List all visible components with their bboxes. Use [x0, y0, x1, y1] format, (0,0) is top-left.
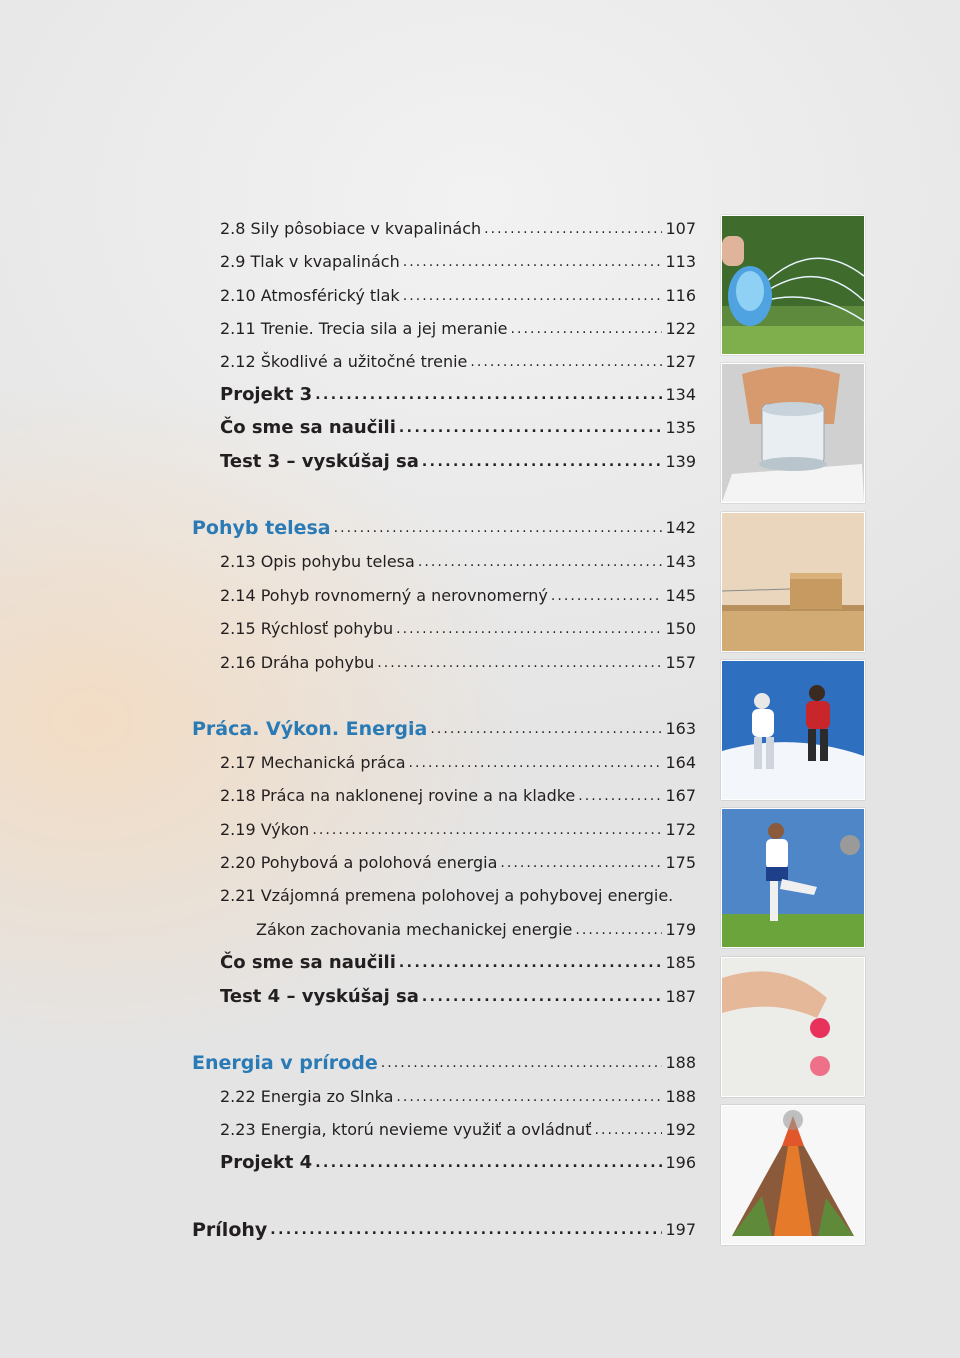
toc-dot-leader	[396, 1087, 662, 1107]
toc-dot-leader	[312, 820, 662, 840]
toc-entry-title: Čo sme sa naučili	[220, 417, 396, 438]
toc-entry-page: 197	[665, 1220, 696, 1239]
toc-entry-title: 2.14 Pohyb rovnomerný a nerovnomerný	[220, 586, 548, 605]
toc-dot-leader	[422, 452, 663, 472]
photo-water-bottle	[721, 215, 865, 355]
toc-entry-test-4[interactable]	[220, 977, 696, 1007]
toc-entry-2-21-continued[interactable]	[256, 910, 696, 940]
toc-dot-leader	[575, 920, 662, 940]
toc-entry-title: 2.12 Škodlivé a užitočné trenie	[220, 352, 468, 371]
toc-entry-title: 2.11 Trenie. Trecia sila a jej meranie	[220, 319, 508, 338]
toc-entry-co-sme-sa-naucili-4[interactable]	[220, 943, 696, 973]
toc-entry-title: Energia v prírode	[192, 1052, 378, 1074]
toc-entry-title: 2.8 Sily pôsobiace v kvapalinách	[220, 219, 482, 238]
photo-wooden-block	[721, 512, 865, 652]
toc-entry-page: 175	[665, 853, 696, 872]
toc-entry-title: Test 3 – vyskúšaj sa	[220, 451, 419, 472]
toc-entry-title: Test 4 – vyskúšaj sa	[220, 986, 419, 1007]
toc-entry-2-9[interactable]	[220, 242, 696, 272]
toc-dot-leader	[430, 719, 662, 739]
toc-dot-leader	[578, 786, 662, 806]
toc-dot-leader	[409, 753, 663, 773]
toc-entry-2-23[interactable]	[220, 1110, 696, 1140]
toc-entry-2-17[interactable]	[220, 743, 696, 773]
toc-entry-page: 145	[665, 586, 696, 605]
toc-entry-page: 134	[665, 385, 696, 404]
toc-entry-title: Prílohy	[192, 1219, 268, 1241]
toc-dot-leader	[396, 619, 662, 639]
toc-entry-2-14[interactable]	[220, 576, 696, 606]
toc-entry-title: 2.20 Pohybová a polohová energia	[220, 853, 498, 872]
toc-entry-page: 188	[665, 1087, 696, 1106]
toc-dot-leader	[399, 418, 663, 438]
toc-entry-2-16[interactable]	[220, 643, 696, 673]
toc-entry-2-13[interactable]	[220, 542, 696, 572]
toc-entry-page: 188	[665, 1053, 696, 1072]
photo-hand-dropping-ball	[721, 957, 865, 1097]
toc-entry-title: Projekt 4	[220, 1152, 313, 1173]
toc-entry-page: 185	[665, 953, 696, 972]
toc-dot-leader	[418, 552, 663, 572]
toc-dot-leader	[381, 1053, 663, 1073]
toc-entry-page: 167	[665, 786, 696, 805]
toc-entry-2-15[interactable]	[220, 609, 696, 639]
toc-entry-page: 163	[665, 719, 696, 738]
toc-entry-2-20[interactable]	[220, 843, 696, 873]
toc-entry-page: 122	[665, 319, 696, 338]
toc-entry-title: 2.15 Rýchlosť pohybu	[220, 619, 394, 638]
toc-entry-title: Projekt 3	[220, 384, 313, 405]
toc-chapter-prilohy[interactable]	[192, 1210, 696, 1240]
toc-entry-test-3[interactable]	[220, 442, 696, 472]
toc-dot-leader	[403, 286, 663, 306]
toc-entry-2-21[interactable]	[220, 876, 696, 906]
toc-entry-2-19[interactable]	[220, 810, 696, 840]
toc-entry-title: Zákon zachovania mechanickej energie	[256, 920, 573, 939]
toc-entry-page: 150	[665, 619, 696, 638]
toc-entry-page: 139	[665, 452, 696, 471]
toc-entry-2-11[interactable]	[220, 309, 696, 339]
toc-entry-page: 142	[665, 518, 696, 537]
toc-entry-page: 164	[665, 753, 696, 772]
toc-entry-page: 172	[665, 820, 696, 839]
toc-entry-2-12[interactable]	[220, 342, 696, 372]
toc-entry-title: 2.13 Opis pohybu telesa	[220, 552, 415, 571]
toc-entry-page: 143	[665, 552, 696, 571]
toc-entry-title: 2.23 Energia, ktorú nevieme využiť a ovládnuť	[220, 1120, 592, 1139]
toc-chapter-praca-vykon-energia[interactable]	[192, 709, 696, 739]
photo-glass-in-hand	[721, 363, 865, 503]
toc-entry-title: 2.10 Atmosférický tlak	[220, 286, 400, 305]
toc-entry-title: 2.19 Výkon	[220, 820, 310, 839]
toc-entry-title: Práca. Výkon. Energia	[192, 718, 428, 740]
toc-entry-2-18[interactable]	[220, 776, 696, 806]
toc-entry-page: 187	[665, 987, 696, 1006]
toc-entry-2-10[interactable]	[220, 276, 696, 306]
toc-entry-title: 2.18 Práca na naklonenej rovine a na kladke	[220, 786, 576, 805]
toc-entry-title: 2.21 Vzájomná premena polohovej a pohybovej energie.	[220, 886, 674, 905]
toc-dot-leader	[334, 518, 663, 538]
toc-entry-title: 2.16 Dráha pohybu	[220, 653, 375, 672]
toc-entry-title: 2.9 Tlak v kvapalinách	[220, 252, 400, 271]
toc-dot-leader	[551, 586, 663, 606]
toc-entry-title: 2.22 Energia zo Slnka	[220, 1087, 394, 1106]
toc-entry-page: 107	[665, 219, 696, 238]
toc-entry-2-8[interactable]	[220, 209, 696, 239]
toc-chapter-energia-v-prirode[interactable]	[192, 1043, 696, 1073]
toc-entry-2-22[interactable]	[220, 1077, 696, 1107]
toc-dot-leader	[403, 252, 663, 272]
toc-entry-page: 179	[665, 920, 696, 939]
toc-entry-page: 127	[665, 352, 696, 371]
photo-football-player	[721, 808, 865, 948]
toc-entry-projekt-3[interactable]	[220, 375, 696, 405]
toc-entry-title: Pohyb telesa	[192, 517, 331, 539]
toc-entry-page: 116	[665, 286, 696, 305]
toc-dot-leader	[315, 385, 662, 405]
toc-entry-page: 135	[665, 418, 696, 437]
toc-chapter-pohyb-telesa[interactable]	[192, 508, 696, 538]
toc-entry-page: 192	[665, 1120, 696, 1139]
toc-dot-leader	[511, 319, 663, 339]
toc-dot-leader	[594, 1120, 662, 1140]
toc-entry-title: 2.17 Mechanická práca	[220, 753, 406, 772]
toc-dot-leader	[270, 1220, 662, 1240]
toc-entry-co-sme-sa-naucili-3[interactable]	[220, 408, 696, 438]
toc-entry-page: 157	[665, 653, 696, 672]
photo-volcano-illustration	[721, 1105, 865, 1245]
toc-dot-leader	[315, 1153, 662, 1173]
toc-dot-leader	[500, 853, 662, 873]
toc-entry-title: Čo sme sa naučili	[220, 952, 396, 973]
toc-dot-leader	[377, 653, 662, 673]
photo-skiers	[721, 660, 865, 800]
toc-entry-page: 196	[665, 1153, 696, 1172]
toc-dot-leader	[470, 352, 662, 372]
toc-entry-projekt-4[interactable]	[220, 1143, 696, 1173]
toc-entry-page: 113	[665, 252, 696, 271]
toc-dot-leader	[422, 987, 663, 1007]
toc-dot-leader	[484, 219, 662, 239]
toc-dot-leader	[399, 953, 663, 973]
